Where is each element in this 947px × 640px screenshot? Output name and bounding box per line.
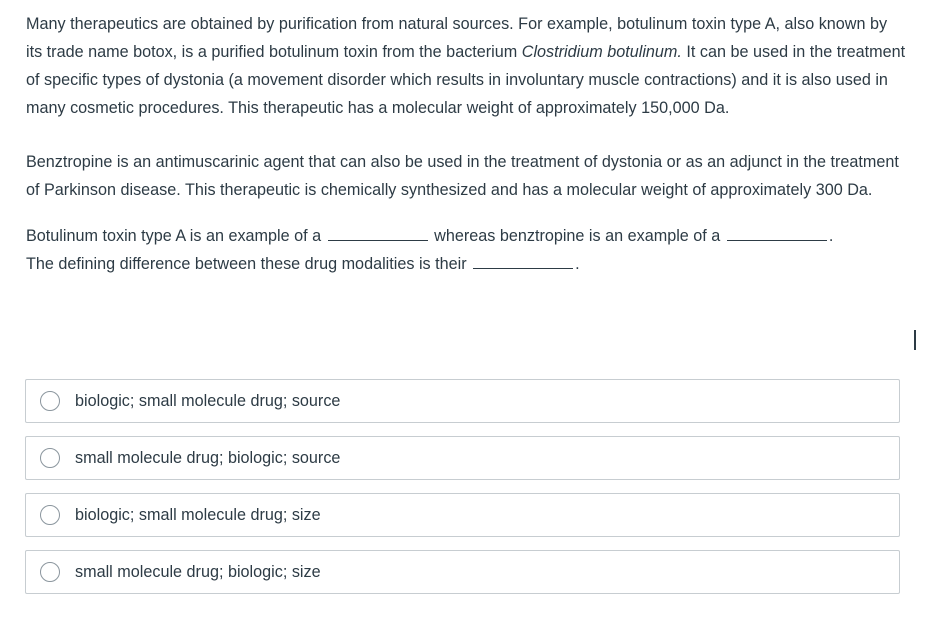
fill-in-statement <box>26 222 906 278</box>
blank-2 <box>727 226 827 241</box>
fill-text-4: The defining difference between these drug modalities is their <box>26 255 467 273</box>
radio-button-icon[interactable] <box>40 448 60 468</box>
fill-text-5: . <box>575 255 580 273</box>
radio-button-icon[interactable] <box>40 505 60 525</box>
fill-text-2: whereas benztropine is an example of a <box>434 227 721 245</box>
answer-option-2[interactable] <box>25 436 900 480</box>
blank-1 <box>328 226 428 241</box>
answer-option-1[interactable] <box>25 379 900 423</box>
blank-3 <box>473 254 573 269</box>
radio-button-icon[interactable] <box>40 391 60 411</box>
radio-button-icon[interactable] <box>40 562 60 582</box>
fill-text-1: Botulinum toxin type A is an example of a <box>26 227 322 245</box>
answer-option-3[interactable] <box>25 493 900 537</box>
question-text <box>26 10 906 278</box>
answer-option-label: small molecule drug; biologic; source <box>75 448 341 467</box>
answer-option-label: small molecule drug; biologic; size <box>75 562 321 581</box>
question-paragraph-2: Benztropine is an antimuscarinic agent that can also be used in the treatment of dystonia or as an adjunct in the treatment of Parkinson disease. This therapeutic is chemically synthesized and has a molecular weight of approximately 300 Da. <box>26 153 899 199</box>
paragraph-1-italic-species: Clostridium botulinum. <box>521 43 682 61</box>
fill-text-3: . <box>828 227 834 245</box>
answer-option-label: biologic; small molecule drug; source <box>75 391 341 410</box>
text-cursor <box>914 330 916 350</box>
paragraph-1-text-b: It can be used in the treatment of specific types of dystonia (a movement disorder which results in involuntary muscle contractions) and it is also used in many cosmetic procedures. This therapeutic has a molecular weight of approximately 150,000 Da. <box>26 43 906 117</box>
answer-options <box>25 379 900 607</box>
question-paragraph-1 <box>26 10 906 122</box>
answer-option-4[interactable] <box>25 550 900 594</box>
answer-option-label: biologic; small molecule drug; size <box>75 505 321 524</box>
paragraph-1-text-a: Many therapeutics are obtained by purification from natural sources. For example, botulinum toxin type A, also known by its trade name botox, is a purified botulinum toxin from the bacterium <box>26 15 888 61</box>
